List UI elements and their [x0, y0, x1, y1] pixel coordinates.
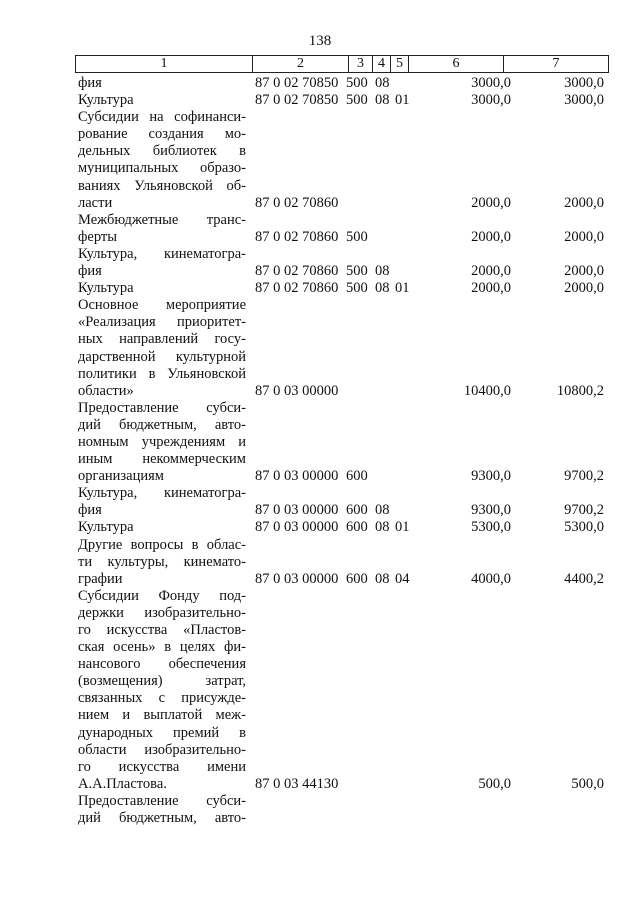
description-line: фия	[78, 502, 102, 519]
description-line: Культура	[78, 92, 134, 109]
table-row	[78, 793, 608, 827]
description-line: номным учреждениям и	[78, 433, 246, 450]
table-row	[78, 588, 608, 793]
description-line: «Реализация приоритет-	[78, 314, 246, 331]
description-line: го искусства имени	[78, 758, 246, 775]
row-code: 87 0 03 00000	[255, 468, 339, 485]
row-value-6: 2000,0	[471, 263, 511, 280]
row-value-6: 9300,0	[471, 468, 511, 485]
table-header	[75, 55, 609, 73]
row-col4: 08	[375, 570, 390, 587]
table-row	[78, 280, 608, 297]
description-line: организациям	[78, 468, 164, 485]
row-col5: 01	[395, 92, 410, 109]
row-value-7: 5300,0	[564, 519, 604, 536]
row-description	[78, 400, 246, 485]
description-line: Культура, кинематогра-	[78, 485, 246, 502]
table-row	[78, 297, 608, 400]
description-line: фия	[78, 263, 102, 280]
row-code: 87 0 03 00000	[255, 502, 339, 519]
table-row	[78, 109, 608, 212]
row-col3: 500	[346, 75, 368, 91]
header-col-6: 6	[409, 56, 504, 72]
row-value-6: 9300,0	[471, 502, 511, 519]
description-line: нием и выплатой меж-	[78, 707, 246, 724]
description-line: дарственной культурной	[78, 348, 246, 365]
table-row	[78, 212, 608, 246]
header-col-5: 5	[391, 56, 409, 72]
row-col4: 08	[375, 92, 390, 109]
row-value-6: 4000,0	[471, 570, 511, 587]
description-line: держки изобразительно-	[78, 604, 246, 621]
header-col-1: 1	[76, 56, 253, 72]
row-description	[78, 485, 246, 519]
row-description	[78, 297, 246, 400]
description-line: Предоставление субси-	[78, 792, 246, 809]
description-line: дельных библиотек в	[78, 143, 246, 160]
row-description	[78, 588, 246, 793]
row-description	[78, 537, 246, 588]
description-line: Другие вопросы в облас-	[78, 536, 246, 553]
row-col4: 08	[375, 280, 390, 297]
description-line: А.А.Пластова.	[78, 775, 167, 792]
row-code: 87 0 02 70850	[255, 75, 339, 91]
row-col3: 500	[346, 280, 368, 297]
description-line: ская осень» в целях фи-	[78, 639, 246, 656]
description-line: Межбюджетные транс-	[78, 211, 246, 228]
row-col4: 08	[375, 519, 390, 536]
table-body	[78, 75, 608, 827]
row-description	[78, 75, 246, 92]
row-code: 87 0 03 00000	[255, 519, 339, 536]
row-value-7: 2000,0	[564, 194, 604, 211]
description-line: Субсидии Фонду под-	[78, 587, 246, 604]
row-code: 87 0 02 70860	[255, 228, 339, 245]
table-row	[78, 519, 608, 536]
row-value-6: 5300,0	[471, 519, 511, 536]
row-col5: 01	[395, 280, 410, 297]
table-row	[78, 400, 608, 485]
row-description	[78, 246, 246, 280]
description-line: графии	[78, 570, 123, 587]
row-code: 87 0 03 00000	[255, 382, 339, 399]
description-line: рование создания мо-	[78, 126, 246, 143]
description-line: области»	[78, 382, 134, 399]
row-value-6: 2000,0	[471, 228, 511, 245]
row-code: 87 0 02 70850	[255, 92, 339, 109]
table-row	[78, 92, 608, 109]
row-value-6: 3000,0	[471, 92, 511, 109]
row-code: 87 0 02 70860	[255, 280, 339, 297]
description-line: дий бюджетным, авто-	[78, 810, 246, 827]
description-line: связанных с присужде-	[78, 690, 246, 707]
description-line: нансового обеспечения	[78, 656, 246, 673]
row-value-7: 10800,2	[556, 382, 604, 399]
description-line: дународных премий в	[78, 724, 246, 741]
row-description	[78, 280, 246, 297]
description-line: дий бюджетным, авто-	[78, 416, 246, 433]
row-value-6: 10400,0	[463, 382, 511, 399]
row-value-7: 9700,2	[564, 502, 604, 519]
row-value-7: 9700,2	[564, 468, 604, 485]
row-code: 87 0 03 44130	[255, 775, 339, 792]
row-col5: 01	[395, 519, 410, 536]
row-col3: 600	[346, 570, 368, 587]
row-description	[78, 793, 246, 827]
row-code: 87 0 03 00000	[255, 570, 339, 587]
row-col4: 08	[375, 502, 390, 519]
row-value-7: 3000,0	[564, 92, 604, 109]
row-description	[78, 519, 246, 536]
row-description	[78, 92, 246, 109]
row-col4: 08	[375, 75, 390, 91]
description-line: го искусства «Пластов-	[78, 622, 246, 638]
row-value-7: 2000,0	[564, 280, 604, 297]
description-line: ласти	[78, 194, 113, 211]
row-col3: 500	[346, 92, 368, 109]
table-row	[78, 75, 608, 92]
description-line: ных направлений госу-	[78, 331, 246, 348]
row-col3: 500	[346, 228, 368, 245]
description-line: иным некоммерческим	[78, 451, 246, 468]
description-line: фия	[78, 75, 102, 91]
row-col3: 600	[346, 519, 368, 536]
row-value-7: 3000,0	[564, 75, 604, 91]
row-value-7: 500,0	[571, 775, 604, 792]
row-value-7: 2000,0	[564, 263, 604, 280]
description-line: ферты	[78, 228, 117, 245]
header-col-4: 4	[373, 56, 391, 72]
row-value-6: 500,0	[478, 775, 511, 792]
description-line: Культура	[78, 280, 134, 297]
header-col-2: 2	[253, 56, 349, 72]
header-col-3: 3	[349, 56, 373, 72]
table-row	[78, 485, 608, 519]
description-line: Основное мероприятие	[78, 297, 246, 314]
row-description	[78, 212, 246, 246]
description-line: области изобразительно-	[78, 741, 246, 758]
page-number: 138	[308, 33, 332, 49]
row-value-7: 4400,2	[564, 570, 604, 587]
description-line: политики в Ульяновской	[78, 365, 246, 382]
description-line: ваниях Ульяновской об-	[78, 177, 246, 194]
row-value-6: 2000,0	[471, 194, 511, 211]
row-code: 87 0 02 70860	[255, 263, 339, 280]
row-col3: 600	[346, 502, 368, 519]
row-code: 87 0 02 70860	[255, 194, 339, 211]
row-value-6: 3000,0	[471, 75, 511, 91]
header-col-7: 7	[552, 56, 560, 71]
description-line: (возмещения) затрат,	[78, 673, 246, 690]
row-col5: 04	[395, 570, 410, 587]
row-col3: 500	[346, 263, 368, 280]
row-value-6: 2000,0	[471, 280, 511, 297]
description-line: Культура, кинематогра-	[78, 245, 246, 262]
description-line: Субсидии на софинанси-	[78, 109, 246, 126]
description-line: муниципальных образо-	[78, 160, 246, 177]
table-row	[78, 246, 608, 280]
table-row	[78, 537, 608, 588]
row-col4: 08	[375, 263, 390, 280]
description-line: Предоставление субси-	[78, 399, 246, 416]
row-description	[78, 109, 246, 212]
description-line: Культура	[78, 519, 134, 536]
row-value-7: 2000,0	[564, 228, 604, 245]
description-line: ти культуры, кинемато-	[78, 553, 246, 570]
row-col3: 600	[346, 468, 368, 485]
